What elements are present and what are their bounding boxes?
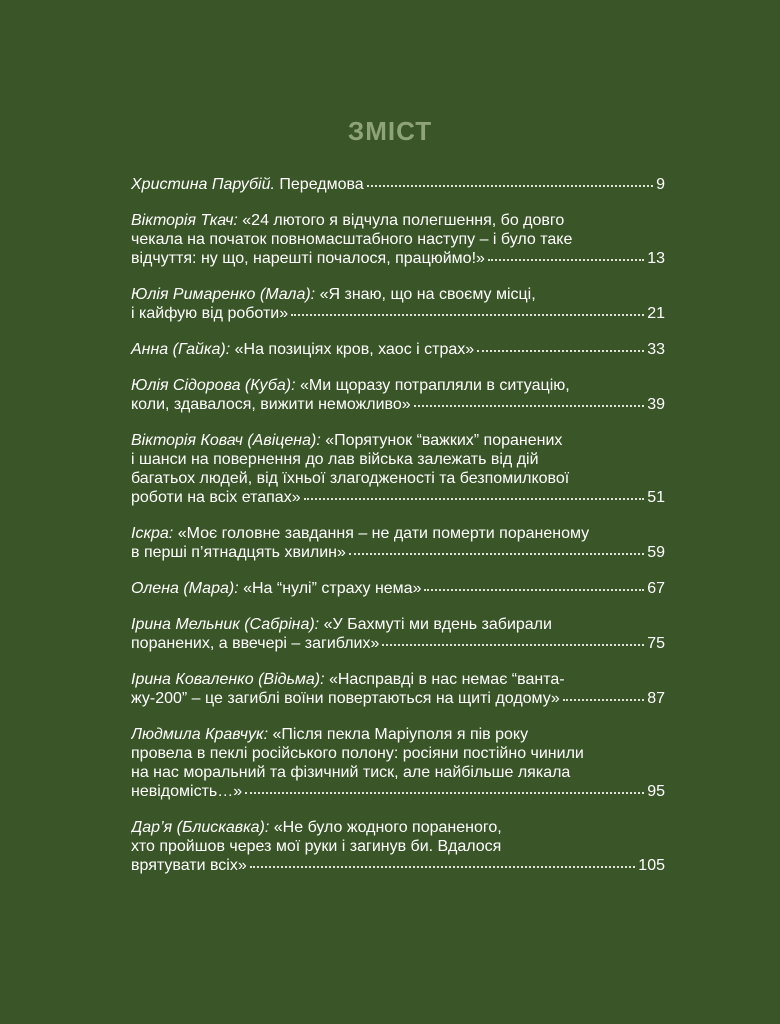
toc-entry-last-line xyxy=(131,304,665,323)
toc-entry[interactable] xyxy=(131,818,665,875)
toc-entry-last-line xyxy=(131,579,665,598)
toc-entry-line xyxy=(131,837,665,856)
toc-entry-last-line xyxy=(131,395,665,414)
toc-entry-last-line xyxy=(131,249,665,268)
toc-entry-line xyxy=(131,450,665,469)
dot-leader xyxy=(414,401,645,407)
toc-entry-line xyxy=(131,744,665,763)
toc-entry[interactable] xyxy=(131,340,665,359)
toc-entry[interactable] xyxy=(131,615,665,653)
toc-entry-text xyxy=(131,689,560,708)
page-number: 75 xyxy=(647,635,665,652)
toc-author: Ірина Коваленко (Відьма): xyxy=(131,671,325,688)
toc-entry-title: «Я знаю, що на своєму місці, xyxy=(319,286,536,303)
toc-entry-title: «Не було жодного пораненого, xyxy=(273,819,502,836)
toc-entry-title: «Після пекла Маріуполя я пів року xyxy=(272,726,529,743)
page-number: 33 xyxy=(647,341,665,358)
dot-leader xyxy=(250,862,636,868)
toc-entry-text xyxy=(131,579,421,598)
toc-author: Іскра: xyxy=(131,525,174,542)
page-number: 87 xyxy=(647,690,665,707)
toc-entry-title: і кайфую від роботи» xyxy=(131,305,289,322)
toc-entry-last-line xyxy=(131,488,665,507)
dot-leader xyxy=(382,640,644,646)
page-title: ЗМІСТ xyxy=(347,116,433,146)
toc-entry-line xyxy=(131,670,665,689)
toc-entry-line xyxy=(131,230,665,249)
toc-author: Людмила Кравчук: xyxy=(131,726,269,743)
toc-entry-title: відчуття: ну що, нарешті почалося, працюймо!» xyxy=(131,250,485,267)
toc-entry-line xyxy=(131,469,665,488)
toc-entry-title: багатьох людей, від їхньої злагодженості та безпомилкової xyxy=(131,470,570,487)
toc-entry-title: «24 лютого я відчула полегшення, бо довго xyxy=(242,212,565,229)
toc-entry-title: поранених, а ввечері – загиблих» xyxy=(131,635,380,652)
toc-entry-title: хто пройшов через мої руки і загинув би. Вдалося xyxy=(131,838,502,855)
dot-leader xyxy=(563,695,644,701)
toc-entry[interactable] xyxy=(131,579,665,598)
toc-entry-last-line xyxy=(131,782,665,801)
toc-entry-last-line xyxy=(131,689,665,708)
toc-entry-line xyxy=(131,818,665,837)
toc-entry-line xyxy=(131,524,665,543)
toc-entry-title: жу-200” – це загиблі воїни повертаються на щиті додому» xyxy=(131,690,560,707)
toc-entry-text xyxy=(131,395,411,414)
toc-entry[interactable] xyxy=(131,175,665,194)
toc-entry-line xyxy=(131,211,665,230)
dot-leader xyxy=(488,255,644,261)
toc-entry[interactable] xyxy=(131,211,665,268)
toc-entry-title: Передмова xyxy=(279,176,364,193)
toc-entry-last-line xyxy=(131,340,665,359)
page-number: 105 xyxy=(638,857,665,874)
toc-entry-line xyxy=(131,725,665,744)
page-number: 9 xyxy=(656,176,665,193)
toc-entry[interactable] xyxy=(131,431,665,507)
toc-entry-line xyxy=(131,285,665,304)
toc-entry-line xyxy=(131,376,665,395)
dot-leader xyxy=(349,549,644,555)
toc-author: Ірина Мельник (Сабріна): xyxy=(131,616,320,633)
toc-entry-text xyxy=(131,856,247,875)
toc-entry[interactable] xyxy=(131,285,665,323)
toc-entry-title: невідомість…» xyxy=(131,783,243,800)
dot-leader xyxy=(291,310,644,316)
toc-entry-text xyxy=(131,782,242,801)
dot-leader xyxy=(245,788,644,794)
toc-entry-title: «У Бахмуті ми вдень забирали xyxy=(323,616,552,633)
toc-entry[interactable] xyxy=(131,376,665,414)
toc-entry-title: «Порятунок “важких” поранених xyxy=(325,432,563,449)
toc-author: Вікторія Ковач (Авіцена): xyxy=(131,432,321,449)
toc-entry-text xyxy=(131,340,474,359)
toc-entry-last-line xyxy=(131,175,665,194)
toc-entry-line xyxy=(131,615,665,634)
toc-author: Дар’я (Блискавка): xyxy=(131,819,270,836)
table-of-contents xyxy=(131,175,665,892)
toc-entry[interactable] xyxy=(131,670,665,708)
toc-entry-title: в перші п’ятнадцять хвилин» xyxy=(131,544,346,561)
toc-entry-last-line xyxy=(131,634,665,653)
toc-entry-title: на нас моральний та фізичний тиск, але найбільше лякала xyxy=(131,764,571,781)
toc-entry-title: роботи на всіх етапах» xyxy=(131,489,301,506)
dot-leader xyxy=(304,494,645,500)
page-number: 13 xyxy=(647,250,665,267)
toc-entry-title: «На позиціях кров, хаос і страх» xyxy=(234,341,475,358)
dot-leader xyxy=(477,346,644,352)
toc-entry-title: коли, здавалося, вижити неможливо» xyxy=(131,396,411,413)
toc-author: Олена (Мара): xyxy=(131,580,239,597)
toc-entry-last-line xyxy=(131,856,665,875)
toc-entry-title: і шанси на повернення до лав війська залежать від дій xyxy=(131,451,539,468)
page-number: 21 xyxy=(647,305,665,322)
toc-author: Юлія Римаренко (Мала): xyxy=(131,286,316,303)
toc-entry-line xyxy=(131,763,665,782)
toc-entry-text xyxy=(131,634,379,653)
dot-leader xyxy=(424,585,644,591)
page-number: 39 xyxy=(647,396,665,413)
toc-entry-text xyxy=(131,304,288,323)
toc-author: Анна (Гайка): xyxy=(131,341,231,358)
toc-entry-text xyxy=(131,249,485,268)
toc-entry-title: «На “нулі” страху нема» xyxy=(243,580,422,597)
toc-entry-line xyxy=(131,431,665,450)
toc-entry-text xyxy=(131,543,346,562)
dot-leader xyxy=(367,181,653,187)
toc-entry-title: «Ми щоразу потрапляли в ситуацію, xyxy=(299,377,570,394)
page-number: 51 xyxy=(647,489,665,506)
page-number: 95 xyxy=(647,783,665,800)
toc-author: Юлія Сідорова (Куба): xyxy=(131,377,296,394)
toc-author: Вікторія Ткач: xyxy=(131,212,238,229)
page-number: 67 xyxy=(647,580,665,597)
toc-entry-text xyxy=(131,488,301,507)
toc-entry[interactable] xyxy=(131,725,665,801)
page-number: 59 xyxy=(647,544,665,561)
toc-author: Христина Парубій. xyxy=(131,176,275,193)
toc-entry-title: чекала на початок повномасштабного наступу – і було таке xyxy=(131,231,573,248)
toc-entry[interactable] xyxy=(131,524,665,562)
toc-entry-title: провела в пеклі російського полону: росіяни постійно чинили xyxy=(131,745,584,762)
toc-entry-title: врятувати всіх» xyxy=(131,857,247,874)
toc-entry-title: «Моє головне завдання – не дати померти пораненому xyxy=(177,525,590,542)
toc-entry-text xyxy=(131,175,364,194)
toc-entry-title: «Насправді в нас немає “ванта- xyxy=(328,671,565,688)
toc-entry-last-line xyxy=(131,543,665,562)
